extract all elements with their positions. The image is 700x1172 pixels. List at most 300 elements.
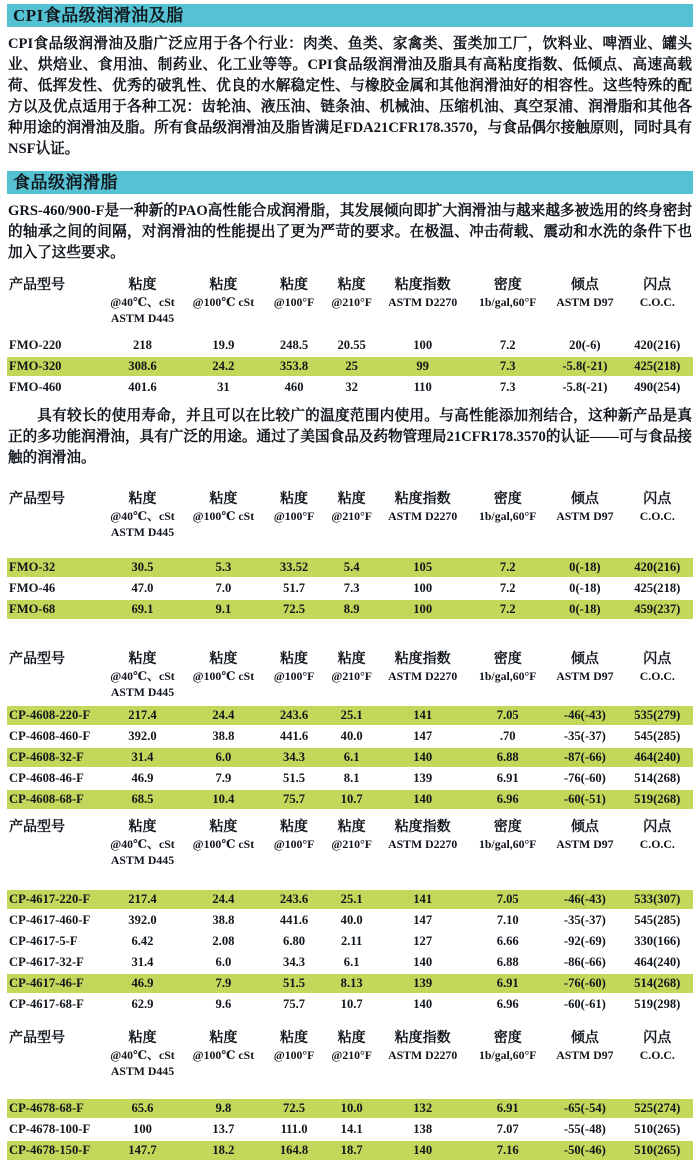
column-header-label: 产品型号 <box>9 652 65 667</box>
column-header-sublabel: @100°F <box>273 837 315 851</box>
spec-value-cell: 25 <box>325 357 378 376</box>
spec-value-cell: 31.4 <box>101 748 184 767</box>
spec-value-cell: 0(-18) <box>548 558 621 577</box>
column-header-label: 粘度指数 <box>394 1031 451 1046</box>
spec-value-cell: 425(218) <box>622 357 693 376</box>
spec-value-cell: 9.8 <box>184 1099 263 1118</box>
spec-value-cell: 7.07 <box>496 1122 519 1136</box>
column-header <box>184 491 263 540</box>
column-header <box>184 277 263 326</box>
column-header-label: 粘度 <box>128 652 157 667</box>
spec-value-cell: 140 <box>413 955 433 969</box>
column-header-sublabel: ASTM D97 <box>556 837 614 851</box>
spec-value-cell: 68.5 <box>101 790 184 809</box>
spec-value-cell: 519(298) <box>634 997 681 1011</box>
table-row <box>7 890 693 909</box>
column-header-label: 产品型号 <box>9 278 65 293</box>
spec-value-cell: 7.2 <box>467 558 548 577</box>
spec-value-cell: 33.52 <box>263 558 325 577</box>
table-row <box>7 1141 693 1160</box>
header-gap-spacer <box>7 542 693 556</box>
column-header-sublabel: @210°F <box>331 669 372 683</box>
column-header-sublabel: ASTM D445 <box>110 1064 175 1078</box>
column-header-sublabel: C.O.C. <box>639 509 675 523</box>
product-model-cell: CP-4608-32-F <box>7 748 101 767</box>
spec-value-cell: 510(265) <box>622 1141 693 1160</box>
product-model-cell: CP-4617-460-F <box>9 913 91 927</box>
table-row <box>7 558 693 577</box>
spec-value-cell: -50(-46) <box>548 1141 621 1160</box>
spec-value-cell: 353.8 <box>263 357 325 376</box>
product-model-cell: CP-4678-150-F <box>7 1141 101 1160</box>
spec-value-cell: 248.5 <box>279 338 309 352</box>
spec-value-cell: 14.1 <box>340 1122 363 1136</box>
column-header <box>548 491 621 540</box>
spec-value-cell: 10.0 <box>325 1099 378 1118</box>
column-header <box>378 491 467 540</box>
column-header-label: 粘度 <box>337 1031 366 1046</box>
spec-value-cell: 6.0 <box>215 955 232 969</box>
spec-value-cell: 441.6 <box>279 729 309 743</box>
column-header-sublabel: @40℃、cSt <box>110 509 175 523</box>
spec-value-cell: 6.88 <box>467 748 548 767</box>
table-row <box>7 932 693 951</box>
spec-value-cell: .70 <box>499 729 516 743</box>
table-row <box>7 378 693 397</box>
column-header-label: 粘度 <box>280 1031 309 1046</box>
column-header-label: 产品型号 <box>9 492 65 507</box>
spec-value-cell: 127 <box>413 934 433 948</box>
column-header-label: 产品型号 <box>9 820 65 835</box>
column-header-sublabel: @100°F <box>273 509 315 523</box>
table-row <box>7 706 693 725</box>
column-header <box>378 1030 467 1079</box>
column-header-label: 倾点 <box>570 278 599 293</box>
section-paragraph-oils: CPI食品级润滑油及脂广泛应用于各个行业：肉类、鱼类、家禽类、蛋类加工厂，饮料业、啤酒业、罐头业、烘焙业、食用油、制药业、化工业等等。CPI食品级润滑油及脂具有高粘度指数、低倾点、高速高载荷、低挥发性、优秀的破乳性、优良的水解稳定性、与橡胶金属和其他润滑油好的相容性。这些特殊的配方以及优点适用于各种工况：齿轮油、液压油、链条油、机械油、压缩机油、真空泵浦、润滑脂和其他各种用途的润滑油及脂。所有食品级润滑油及脂皆满足FDA21CFR178.3570，与食品偶尔接触原则，同时具有NSF认证。 <box>8 36 692 157</box>
column-header <box>101 277 184 326</box>
column-header-sublabel: @100°F <box>273 1048 315 1062</box>
column-header-label: 粘度指数 <box>394 652 451 667</box>
spec-value-cell: 139 <box>378 974 467 993</box>
column-header-sublabel: @100℃ cSt <box>192 837 255 851</box>
spec-value-cell: 100 <box>133 1122 152 1136</box>
spec-value-cell: 510(265) <box>634 1122 681 1136</box>
spec-value-cell: 533(307) <box>622 890 693 909</box>
column-header-sublabel: ASTM D445 <box>110 685 175 699</box>
spec-table-cp4617 <box>7 817 693 1016</box>
column-header-sublabel: ASTM D97 <box>556 509 614 523</box>
column-header <box>467 1030 548 1079</box>
column-header-label: 闪点 <box>643 652 672 667</box>
column-header <box>101 651 184 700</box>
spec-value-cell: 8.1 <box>343 771 360 785</box>
product-model-cell: CP-4678-68-F <box>7 1099 101 1118</box>
spec-value-cell: 6.66 <box>496 934 519 948</box>
column-header <box>325 491 378 540</box>
column-header-label: 密度 <box>493 1031 522 1046</box>
spec-value-cell: 20(-6) <box>569 338 601 352</box>
spec-value-cell: 140 <box>378 748 467 767</box>
column-header-sublabel: ASTM D445 <box>110 525 175 539</box>
spec-value-cell: 140 <box>378 1141 467 1160</box>
column-header-label: 粘度 <box>337 278 366 293</box>
spec-value-cell: 100 <box>378 600 467 619</box>
column-header <box>263 1030 325 1079</box>
product-model-cell: CP-4617-220-F <box>7 890 101 909</box>
column-header-label: 倾点 <box>570 652 599 667</box>
spec-value-cell: 525(274) <box>622 1099 693 1118</box>
spec-value-cell: 6.1 <box>343 955 360 969</box>
column-header-sublabel: @210°F <box>331 837 372 851</box>
column-header-label: 闪点 <box>643 1031 672 1046</box>
column-header <box>325 1030 378 1079</box>
section-header-oils <box>7 4 693 27</box>
product-model-cell: CP-4608-46-F <box>9 771 84 785</box>
column-header-sublabel: @100℃ cSt <box>192 295 255 309</box>
table-row <box>7 995 693 1014</box>
column-header-label: 粘度 <box>209 820 238 835</box>
table-row <box>7 769 693 788</box>
column-header-sublabel: ASTM D445 <box>110 311 175 325</box>
column-header-sublabel: @210°F <box>331 295 372 309</box>
spec-value-cell: 7.3 <box>499 380 516 394</box>
column-header-label: 粘度 <box>337 492 366 507</box>
spec-value-cell: 140 <box>378 790 467 809</box>
column-header-sublabel: C.O.C. <box>639 837 675 851</box>
spec-value-cell: 217.4 <box>101 890 184 909</box>
spec-value-cell: 5.4 <box>325 558 378 577</box>
spec-value-cell: 459(237) <box>622 600 693 619</box>
spec-value-cell: 7.2 <box>467 600 548 619</box>
spec-value-cell: -60(-51) <box>548 790 621 809</box>
spec-value-cell: 535(279) <box>622 706 693 725</box>
spec-value-cell: 7.3 <box>467 357 548 376</box>
product-model-cell: FMO-46 <box>9 581 56 595</box>
column-header-label: 粘度 <box>128 820 157 835</box>
spec-value-cell: 8.9 <box>325 600 378 619</box>
section-title: 食品级润滑脂 <box>13 173 118 192</box>
column-header-label: 粘度 <box>209 652 238 667</box>
column-header <box>622 277 693 326</box>
column-header-sublabel: 1b/gal,60°F <box>478 509 537 523</box>
spec-value-cell: 545(285) <box>634 913 681 927</box>
spec-value-cell: 38.8 <box>212 913 235 927</box>
spec-value-cell: 8.13 <box>325 974 378 993</box>
column-header-label: 粘度 <box>128 278 157 293</box>
spec-value-cell: -86(-66) <box>563 955 606 969</box>
column-header-label: 闪点 <box>643 278 672 293</box>
spec-value-cell: 140 <box>413 997 433 1011</box>
column-header <box>325 651 378 700</box>
spec-value-cell: 51.5 <box>283 771 306 785</box>
spec-value-cell: 392.0 <box>128 913 157 927</box>
header-gap-spacer <box>7 870 693 888</box>
spec-value-cell: 308.6 <box>101 357 184 376</box>
column-header <box>378 819 467 868</box>
column-header-sublabel: @100℃ cSt <box>192 669 255 683</box>
spec-value-cell: 34.3 <box>283 955 306 969</box>
column-header-sublabel: 1b/gal,60°F <box>478 669 537 683</box>
product-model-cell: CP-4617-32-F <box>9 955 84 969</box>
column-header-sublabel: @40℃、cSt <box>110 295 175 309</box>
spec-value-cell: 6.42 <box>131 934 154 948</box>
spec-value-cell: 420(216) <box>634 338 681 352</box>
column-header-sublabel: C.O.C. <box>639 669 675 683</box>
spec-value-cell: 5.3 <box>184 558 263 577</box>
column-header-product-model <box>7 651 101 700</box>
spec-value-cell: 18.7 <box>325 1141 378 1160</box>
spec-value-cell: 75.7 <box>283 997 306 1011</box>
column-header-sublabel: ASTM D97 <box>556 295 614 309</box>
column-header-label: 粘度 <box>280 820 309 835</box>
spec-value-cell: 401.6 <box>128 380 157 394</box>
spec-value-cell: 19.9 <box>212 338 235 352</box>
spec-value-cell: -60(-61) <box>563 997 606 1011</box>
spec-table <box>7 817 693 1016</box>
column-header <box>378 651 467 700</box>
table-row <box>7 974 693 993</box>
spec-value-cell: 72.5 <box>263 600 325 619</box>
column-header-sublabel: @100°F <box>273 295 315 309</box>
spec-table <box>7 1028 693 1162</box>
spec-value-cell: 7.3 <box>343 581 360 595</box>
column-header <box>325 277 378 326</box>
column-header-label: 粘度 <box>128 492 157 507</box>
spec-value-cell: 2.11 <box>340 934 363 948</box>
column-header-label: 倾点 <box>570 820 599 835</box>
spec-value-cell: 6.91 <box>496 771 519 785</box>
column-header-sublabel: @40℃、cSt <box>110 1048 175 1062</box>
spec-value-cell: -76(-60) <box>548 974 621 993</box>
column-header <box>325 819 378 868</box>
column-header <box>622 651 693 700</box>
spec-value-cell: 6.96 <box>496 997 519 1011</box>
spec-value-cell: 7.05 <box>467 890 548 909</box>
column-header-sublabel: C.O.C. <box>639 295 675 309</box>
spec-value-cell: 392.0 <box>128 729 157 743</box>
spec-value-cell: 100 <box>413 581 433 595</box>
table-row <box>7 600 693 619</box>
spec-value-cell: 147 <box>413 729 433 743</box>
spec-value-cell: 25.1 <box>325 890 378 909</box>
spec-value-cell: 32 <box>345 380 358 394</box>
column-header-label: 粘度 <box>280 492 309 507</box>
spec-value-cell: 69.1 <box>101 600 184 619</box>
spec-value-cell: 217.4 <box>101 706 184 725</box>
table-row <box>7 1120 693 1139</box>
column-header-sublabel: 1b/gal,60°F <box>478 837 537 851</box>
column-header <box>548 277 621 326</box>
column-header <box>622 1030 693 1079</box>
column-header-label: 闪点 <box>643 820 672 835</box>
column-header <box>101 491 184 540</box>
spec-value-cell: -76(-60) <box>563 771 606 785</box>
column-header-sublabel: @40℃、cSt <box>110 837 175 851</box>
column-header-sublabel: @40℃、cSt <box>110 669 175 683</box>
spec-table-fmo-heavy <box>7 275 693 399</box>
column-header-sublabel: ASTM D97 <box>556 669 614 683</box>
spec-value-cell: 490(254) <box>634 380 681 394</box>
product-model-cell: FMO-220 <box>9 338 62 352</box>
product-model-cell: FMO-460 <box>9 380 62 394</box>
spec-value-cell: 243.6 <box>263 890 325 909</box>
column-header-sublabel: ASTM D445 <box>110 853 175 867</box>
spec-value-cell: 99 <box>378 357 467 376</box>
spec-value-cell: 10.4 <box>184 790 263 809</box>
section-title: CPI食品级润滑油及脂 <box>13 6 184 25</box>
product-model-cell: CP-4617-68-F <box>9 997 84 1011</box>
product-model-cell: CP-4617-46-F <box>7 974 101 993</box>
column-header <box>263 277 325 326</box>
table-header-row <box>7 491 693 540</box>
column-header <box>184 1030 263 1079</box>
table-row <box>7 579 693 598</box>
table-header-row <box>7 651 693 700</box>
note-paragraph: 具有较长的使用寿命，并且可以在比较广的温度范围内使用。与高性能添加剂结合，这种新产品是真正的多功能润滑油，具有广泛的用途。通过了美国食品及药物管理局21CFR178.3570的认证——可与食品接触的润滑油。 <box>8 408 692 466</box>
spec-value-cell: 6.88 <box>496 955 519 969</box>
column-header <box>101 1030 184 1079</box>
section-paragraph-grease: GRS-460/900-F是一种新的PAO高性能合成润滑脂，其发展倾向即扩大润滑油与越来越多被选用的终身密封的轴承之间的间隔，对润滑油的性能提出了更为严苛的要求。在极温、冲击荷载、震动和水洗的条件下也加入了这些要求。 <box>8 203 692 261</box>
spec-value-cell: 13.7 <box>212 1122 235 1136</box>
spec-value-cell: 7.0 <box>215 581 232 595</box>
spec-value-cell: 132 <box>378 1099 467 1118</box>
column-header-label: 粘度指数 <box>394 492 451 507</box>
spec-value-cell: 519(268) <box>622 790 693 809</box>
table-header-row <box>7 1030 693 1079</box>
spec-value-cell: -35(-37) <box>563 913 606 927</box>
column-header-label: 粘度 <box>280 652 309 667</box>
column-header-label: 粘度 <box>337 652 366 667</box>
column-header-sublabel: ASTM D97 <box>556 1048 614 1062</box>
product-model-cell: CP-4617-5-F <box>9 934 78 948</box>
column-header <box>622 491 693 540</box>
spec-table-cp4608 <box>7 649 693 811</box>
column-header <box>467 277 548 326</box>
spec-value-cell: 0(-18) <box>569 581 601 595</box>
spec-value-cell: 46.9 <box>101 974 184 993</box>
spec-table <box>7 275 693 399</box>
spec-value-cell: 7.05 <box>467 706 548 725</box>
header-gap-spacer <box>7 702 693 704</box>
spec-value-cell: 6.91 <box>467 1099 548 1118</box>
spec-value-cell: 24.4 <box>184 706 263 725</box>
spec-value-cell: -35(-37) <box>563 729 606 743</box>
column-header <box>184 651 263 700</box>
spec-value-cell: -5.8(-21) <box>562 380 608 394</box>
table-header-row <box>7 277 693 326</box>
product-model-cell: CP-4608-460-F <box>9 729 91 743</box>
column-header-label: 粘度指数 <box>394 278 451 293</box>
product-model-cell: CP-4608-68-F <box>7 790 101 809</box>
spec-value-cell: 0(-18) <box>548 600 621 619</box>
spec-value-cell: 31.4 <box>131 955 154 969</box>
column-header-label: 粘度 <box>209 1031 238 1046</box>
column-header-sublabel: @210°F <box>331 1048 372 1062</box>
spec-value-cell: -5.8(-21) <box>548 357 621 376</box>
column-header-label: 密度 <box>493 652 522 667</box>
product-model-cell: FMO-32 <box>7 558 101 577</box>
spec-value-cell: 514(268) <box>622 974 693 993</box>
spec-value-cell: 138 <box>413 1122 433 1136</box>
column-header-sublabel: ASTM D2270 <box>388 837 458 851</box>
spec-value-cell: 7.9 <box>215 771 232 785</box>
column-header-label: 密度 <box>493 492 522 507</box>
spec-value-cell: -46(-43) <box>548 890 621 909</box>
spec-table <box>7 649 693 811</box>
spec-value-cell: 545(285) <box>634 729 681 743</box>
spec-value-cell: 72.5 <box>263 1099 325 1118</box>
table-row <box>7 953 693 972</box>
spec-value-cell: 25.1 <box>325 706 378 725</box>
column-header-sublabel: C.O.C. <box>639 1048 675 1062</box>
column-header-sublabel: @100°F <box>273 669 315 683</box>
column-header-sublabel: ASTM D2270 <box>388 295 458 309</box>
spec-value-cell: 2.08 <box>212 934 235 948</box>
spec-value-cell: 514(268) <box>634 771 681 785</box>
section-header-grease <box>7 171 693 194</box>
column-header-product-model <box>7 1030 101 1079</box>
spec-value-cell: 6.80 <box>283 934 306 948</box>
column-header-sublabel: ASTM D2270 <box>388 1048 458 1062</box>
product-model-cell: CP-4608-220-F <box>7 706 101 725</box>
column-header <box>263 651 325 700</box>
column-header-sublabel: ASTM D2270 <box>388 509 458 523</box>
spec-value-cell: 6.0 <box>184 748 263 767</box>
spec-value-cell: 7.9 <box>184 974 263 993</box>
spec-value-cell: 47.0 <box>131 581 154 595</box>
spec-value-cell: 7.2 <box>499 338 516 352</box>
spec-value-cell: 7.16 <box>467 1141 548 1160</box>
table-row <box>7 336 693 355</box>
spec-value-cell: 6.96 <box>467 790 548 809</box>
spec-value-cell: 62.9 <box>131 997 154 1011</box>
spec-value-cell: 6.1 <box>325 748 378 767</box>
spec-value-cell: 441.6 <box>279 913 309 927</box>
table-header-row <box>7 819 693 868</box>
column-header <box>622 819 693 868</box>
spec-value-cell: 141 <box>378 706 467 725</box>
spec-value-cell: 38.8 <box>212 729 235 743</box>
spec-value-cell: 9.6 <box>215 997 232 1011</box>
column-header-sublabel: @210°F <box>331 509 372 523</box>
spec-value-cell: 10.7 <box>325 790 378 809</box>
spec-table-cp4678 <box>7 1028 693 1162</box>
spec-value-cell: 330(166) <box>634 934 681 948</box>
spec-value-cell: 46.9 <box>131 771 154 785</box>
table-row <box>7 727 693 746</box>
column-header-label: 密度 <box>493 278 522 293</box>
spec-value-cell: 464(240) <box>622 748 693 767</box>
column-header-product-model <box>7 277 101 326</box>
column-header <box>378 277 467 326</box>
column-header <box>101 819 184 868</box>
spec-value-cell: 30.5 <box>101 558 184 577</box>
column-header-product-model <box>7 491 101 540</box>
spec-value-cell: 147.7 <box>101 1141 184 1160</box>
column-header-label: 闪点 <box>643 492 672 507</box>
column-header-sublabel: @100℃ cSt <box>192 509 255 523</box>
header-gap-spacer <box>7 1081 693 1097</box>
column-header <box>263 819 325 868</box>
table-row <box>7 911 693 930</box>
spec-value-cell: 139 <box>413 771 433 785</box>
spec-table-fmo-light <box>7 489 693 621</box>
column-header-label: 密度 <box>493 820 522 835</box>
spec-value-cell: 425(218) <box>634 581 681 595</box>
spec-value-cell: 141 <box>378 890 467 909</box>
column-header-label: 粘度 <box>128 1031 157 1046</box>
column-header-label: 粘度 <box>209 278 238 293</box>
